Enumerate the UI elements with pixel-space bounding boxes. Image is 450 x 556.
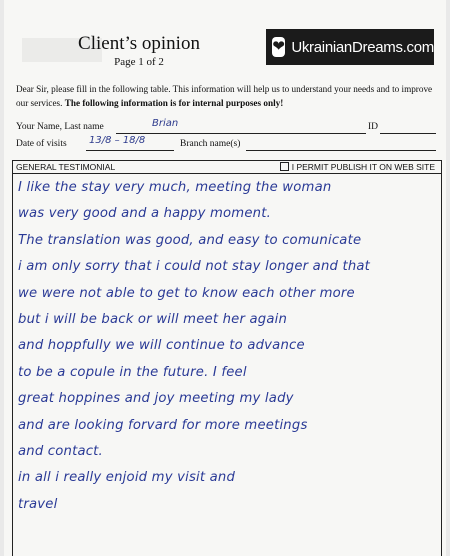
id-underline[interactable]	[380, 133, 436, 134]
testimonial-line: travel	[18, 496, 58, 512]
name-label: Your Name, Last name	[16, 122, 104, 132]
testimonial-heading: GENERAL TESTIMONIAL	[16, 162, 116, 172]
date-label: Date of visits	[16, 139, 67, 149]
testimonial-header	[13, 161, 441, 174]
testimonial-line: but i will be back or will meet her again	[18, 311, 288, 327]
testimonial-line: we were not able to get to know each other more	[18, 285, 355, 301]
checkbox-icon[interactable]	[280, 162, 289, 171]
brand-logo	[266, 29, 434, 65]
testimonial-line: was very good and a happy moment.	[18, 206, 271, 222]
intro-line: Dear Sir, please fill in the following table. This information will help us to understand your needs and to improve our services.	[16, 84, 433, 108]
handwritten-testimonial	[18, 175, 438, 518]
form-page	[4, 0, 446, 556]
page-title: Client’s opinion	[78, 33, 200, 54]
id-label: ID	[368, 122, 379, 132]
testimonial-line: great hoppines and joy meeting my lady	[18, 391, 294, 407]
intro-bold-line: The following information is for internal purposes only!	[64, 98, 284, 108]
logo-text: UkrainianDreams.com	[291, 38, 434, 56]
date-underline	[86, 150, 174, 151]
name-value[interactable]: Brian	[152, 118, 179, 129]
page-number: Page 1 of 2	[114, 56, 164, 68]
name-underline	[116, 133, 366, 134]
testimonial-line: The translation was good, and easy to comunicate	[18, 232, 362, 248]
testimonial-line: and hoppfully we will continue to advance	[18, 338, 305, 354]
branch-label: Branch name(s)	[180, 139, 241, 149]
testimonial-line: i am only sorry that i could not stay longer and that	[18, 259, 371, 275]
testimonial-line: in all i really enjoid my visit and	[18, 470, 236, 486]
branch-underline[interactable]	[246, 150, 436, 151]
intro-text	[16, 82, 436, 110]
publish-permission-label: I PERMIT PUBLISH IT ON WEB SITE	[291, 162, 435, 172]
testimonial-line: and contact.	[18, 443, 103, 459]
testimonial-line: to be a copule in the future. I feel	[18, 364, 247, 380]
publish-permission[interactable]	[280, 162, 435, 172]
date-value[interactable]: 13/8 – 18/8	[89, 135, 146, 146]
heart-icon: ❤	[272, 37, 285, 57]
testimonial-line: I like the stay very much, meeting the woman	[18, 180, 332, 195]
testimonial-line: and are looking forvard for more meetings	[18, 417, 308, 433]
